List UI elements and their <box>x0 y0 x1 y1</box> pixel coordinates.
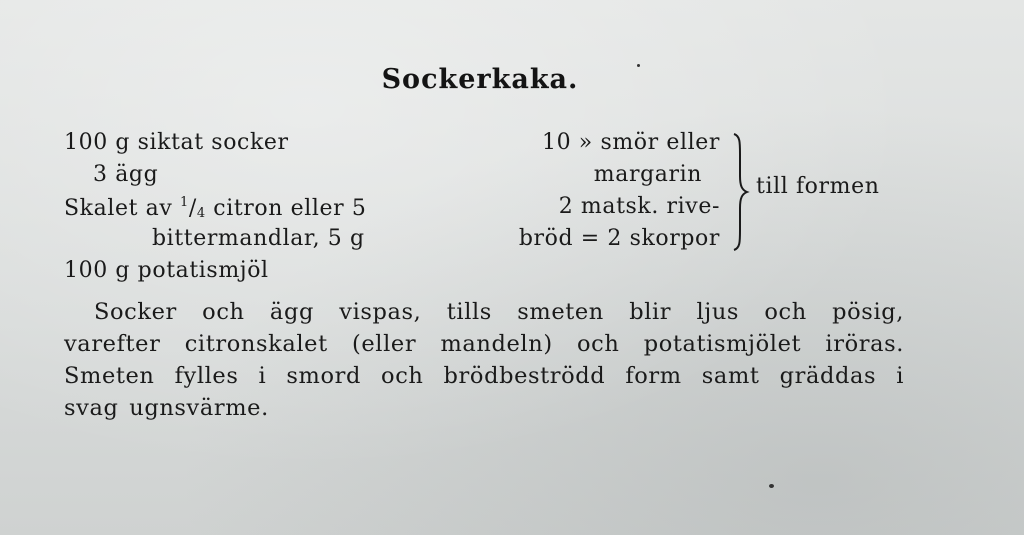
instruction-line-3: Smeten fylles i smord och brödbeströdd form samt gräddas i <box>64 363 904 389</box>
ingredient-eggs: 3 ägg <box>93 162 159 187</box>
brace-note: till formen <box>756 174 880 199</box>
ingredient-breadcrumbs: 2 matsk. rive- <box>558 194 720 219</box>
fraction-denominator: 4 <box>196 206 206 221</box>
ingredient-lemon-zest-prefix: Skalet av <box>64 196 180 221</box>
ingredient-rusks: bröd = 2 skorpor <box>518 226 720 251</box>
ingredient-butter: 10 » smör eller <box>542 130 720 155</box>
instruction-line-1: Socker och ägg vispas, tills smeten blir ljus och pösig, <box>94 299 904 325</box>
ingredient-bitter-almonds: bittermandlar, 5 g <box>152 226 365 251</box>
instruction-line-4: svag ugnsvärme. <box>64 395 269 421</box>
ingredient-margarine: margarin <box>593 162 702 187</box>
paper-speck <box>769 484 774 488</box>
ingredient-potato-flour: 100 g potatismjöl <box>64 258 269 283</box>
ingredient-sugar: 100 g siktat socker <box>64 130 289 155</box>
paper-speck <box>637 64 640 67</box>
instruction-line-2: varefter citronskalet (eller mandeln) och potatismjölet iröras. <box>64 331 904 357</box>
ingredient-lemon-zest: Skalet av $^1/_4$ citron eller 5 <box>64 195 367 221</box>
instructions-paragraph <box>64 296 904 424</box>
right-brace-icon <box>730 132 750 252</box>
fraction-numerator: 1 <box>179 195 189 210</box>
recipe-title: Sockerkaka. <box>381 64 579 95</box>
ingredient-lemon-zest-suffix: citron eller 5 <box>205 196 367 221</box>
